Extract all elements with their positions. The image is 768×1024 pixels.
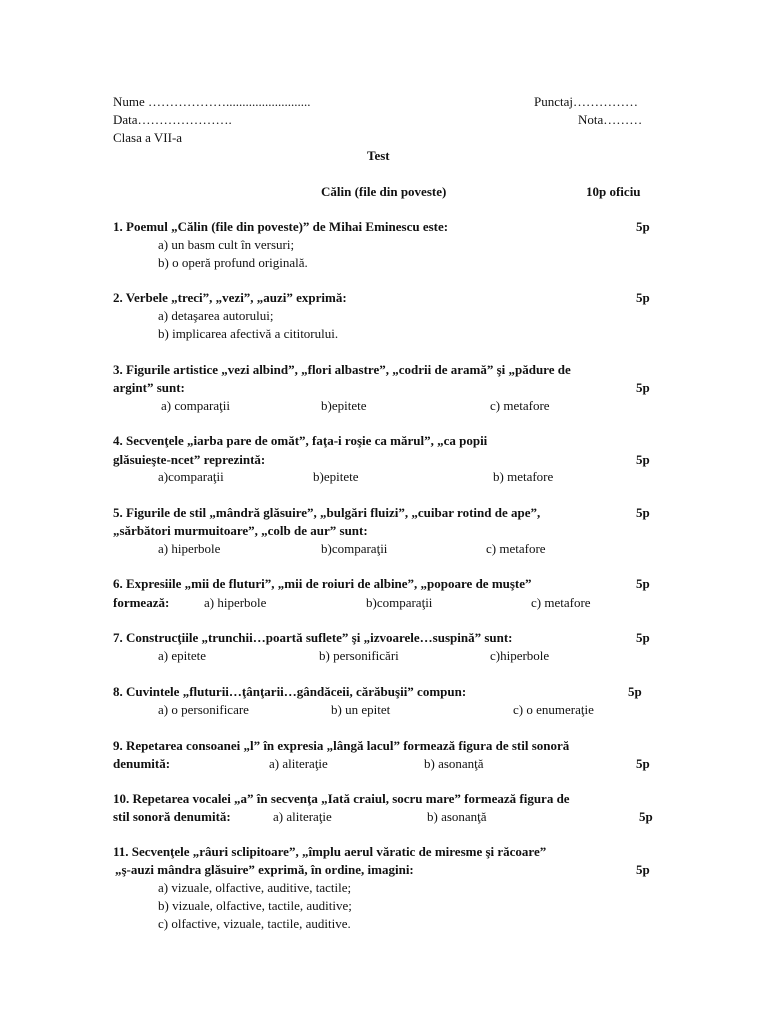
question-4-text-line-1: 4. Secvenţele „iarba pare de omăt”, faţa-i roşie ca mărul”, „ca popii [113,433,488,448]
question-1-text: 1. Poemul „Călin (file din poveste)” de Mihai Eminescu este: [113,219,449,234]
question-8-option-b: b) un epitet [331,702,391,717]
question-6-text-line-1: 6. Expresiile „mii de fluturi”, „mii de roiuri de albine”, „popoare de muşte” [113,576,532,591]
score-field-line: Punctaj…………… [534,94,638,109]
question-9-option-a: a) aliteraţie [269,756,328,771]
class-line: Clasa a VII-a [113,130,183,145]
question-8-text: 8. Cuvintele „fluturii…ţânţarii…gândăceii, cărăbuşii” compun: [113,684,467,699]
question-10-text-line-1: 10. Repetarea vocalei „a” în secvenţa „Iată craiul, socru mare” formează figura de [113,791,570,806]
question-4-points: 5p [636,452,650,467]
test-title: Test [367,148,390,163]
question-3-option-b: b)epitete [321,398,367,413]
question-6-option-c: c) metafore [531,595,591,610]
question-2-text: 2. Verbele „treci”, „vezi”, „auzi” exprimă: [113,290,347,305]
question-7-text: 7. Construcţiile „trunchii…poartă suflete” şi „izvoarele…suspină” sunt: [113,630,513,645]
question-11-option-a: a) vizuale, olfactive, auditive, tactile; [158,880,352,895]
grade-field-line: Nota……… [578,112,643,127]
question-7-option-a: a) epitete [158,648,206,663]
question-9-option-b: b) asonanţă [424,756,484,771]
question-3-option-c: c) metafore [490,398,550,413]
question-5-option-a: a) hiperbole [158,541,221,556]
question-7-option-c: c)hiperbole [490,648,550,663]
name-field-line: Nume ……………….......................... [113,94,311,109]
question-6-option-b: b)comparaţii [366,595,433,610]
question-6-points: 5p [636,576,650,591]
question-1-option-b: b) o operă profund originală. [158,255,308,270]
question-9-text-line-2: denumită: [113,756,171,771]
question-8-option-a: a) o personificare [158,702,249,717]
question-9-text-line-1: 9. Repetarea consoanei „l” în expresia „lângă lacul” formează figura de stil sonoră [113,738,570,753]
question-11-text-line-2: „ş-auzi mândra glăsuire” exprimă, în ordine, imagini: [115,862,414,877]
date-field-line: Data…………………. [113,112,232,127]
question-5-option-c: c) metafore [486,541,546,556]
question-4-option-a: a)comparaţii [158,469,224,484]
question-5-option-b: b)comparaţii [321,541,388,556]
question-1-points: 5p [636,219,650,234]
question-11-option-b: b) vizuale, olfactive, tactile, auditive; [158,898,352,913]
question-11-points: 5p [636,862,650,877]
poem-subtitle: Călin (file din poveste) [321,184,447,199]
question-3-text-line-2: argint” sunt: [113,380,185,395]
question-6-option-a: a) hiperbole [204,595,267,610]
question-11-text-line-1: 11. Secvenţele „râuri sclipitoare”, „împlu aerul văratic de miresme şi răcoare” [113,844,547,859]
question-10-text-line-2: stil sonoră denumită: [113,809,231,824]
question-6-text-line-2: formează: [113,595,170,610]
question-5-text-line-1: 5. Figurile de stil „mândră glăsuire”, „bulgări fluizi”, „cuibar rotind de ape”, [113,505,541,520]
question-9-points: 5p [636,756,650,771]
question-1-option-a: a) un basm cult în versuri; [158,237,295,252]
question-7-points: 5p [636,630,650,645]
question-4-text-line-2: glăsuieşte-ncet” reprezintă: [113,452,266,467]
oficiu-points: 10p oficiu [586,184,641,199]
question-3-points: 5p [636,380,650,395]
question-7-option-b: b) personificări [319,648,399,663]
question-10-option-b: b) asonanţă [427,809,487,824]
question-5-points: 5p [636,505,650,520]
question-3-option-a: a) comparaţii [161,398,230,413]
question-2-option-b: b) implicarea afectivă a cititorului. [158,326,339,341]
question-5-text-line-2: „sărbători murmuitoare”, „colb de aur” sunt: [113,523,368,538]
question-10-points: 5p [639,809,653,824]
question-10-option-a: a) aliteraţie [273,809,332,824]
question-8-points: 5p [628,684,642,699]
question-4-option-c: b) metafore [493,469,554,484]
question-3-text-line-1: 3. Figurile artistice „vezi albind”, „flori albastre”, „codrii de aramă” şi „pădure de [113,362,571,377]
question-2-option-a: a) detaşarea autorului; [158,308,274,323]
question-4-option-b: b)epitete [313,469,359,484]
question-11-option-c: c) olfactive, vizuale, tactile, auditive. [158,916,351,931]
question-2-points: 5p [636,290,650,305]
question-8-option-c: c) o enumeraţie [513,702,594,717]
